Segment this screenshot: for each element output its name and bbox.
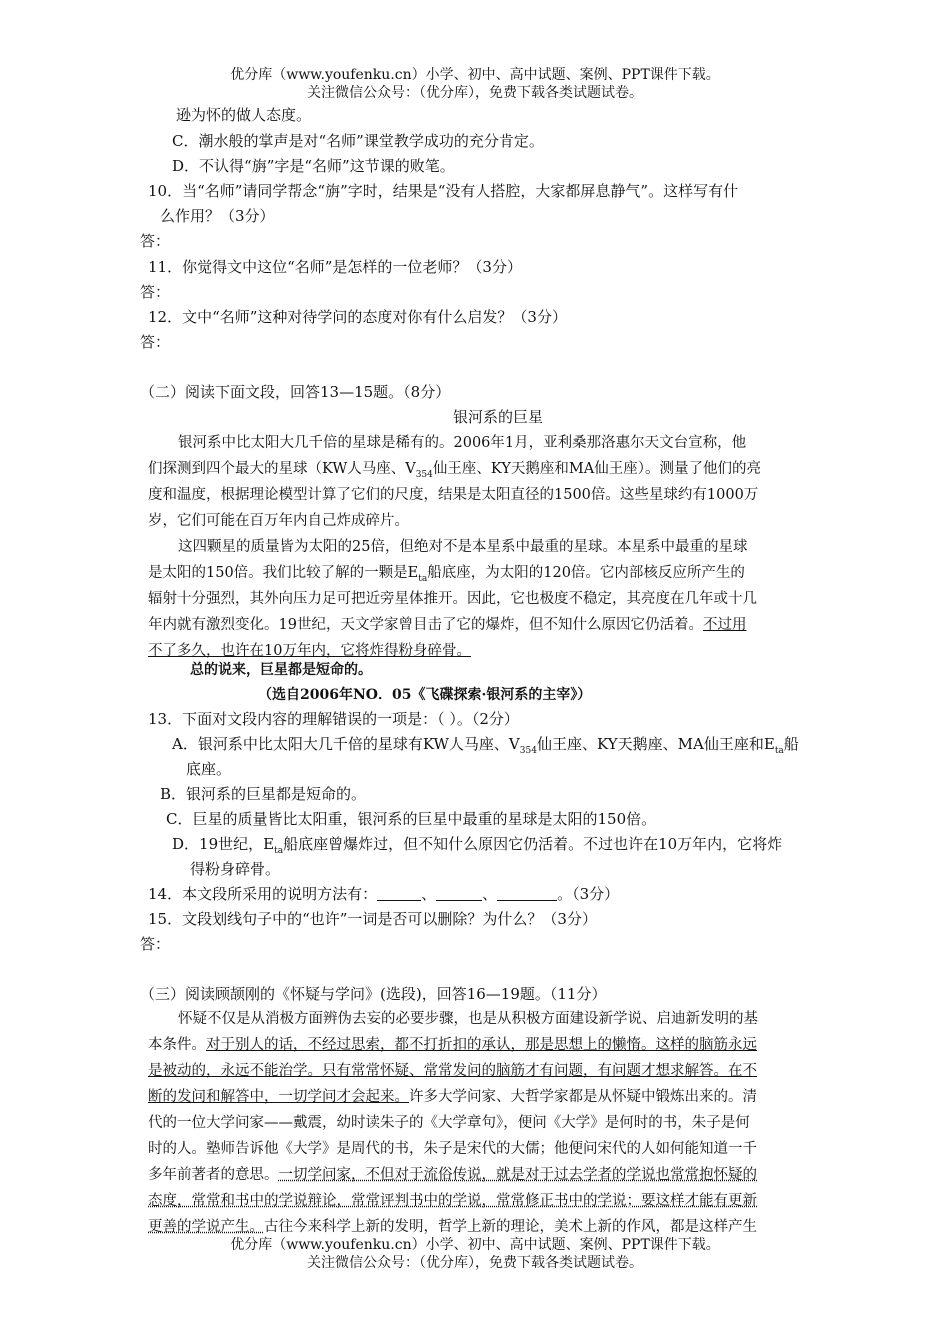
section-3-heading: （三）阅读顾颉刚的《怀疑与学问》(选段)，回答16—19题。（11分） <box>140 985 607 1003</box>
q13-option-a-line-2: 底座。 <box>186 760 232 778</box>
question-10-line-2: 么作用？（3分） <box>160 207 275 225</box>
section-3-line-1: 怀疑不仅是从消极方面辨伪去妄的必要步骤，也是从积极方面建设新学说、启迪新发明的基 <box>178 1011 758 1027</box>
section-3-line-4: 断的发问和解答中，一切学问才会起来。许多大学问家、大哲学家都是从怀疑中锻炼出来的。清 <box>148 1089 757 1105</box>
paragraph-2-line-1: 这四颗星的质量皆为太阳的25倍，但绝对不是本星系中最重的星球。本星系中最重的星球 <box>178 539 748 555</box>
section-3-line-3: 是被动的，永远不能治学。只有常常怀疑、常常发问的脑筋才有问题，有问题才想求解答。在不 <box>148 1063 757 1079</box>
question-14: 14．本文段所采用的说明方法有： 、 、 。（3分） <box>148 885 620 903</box>
answer-11-label: 答： <box>140 283 171 301</box>
q13-option-a-line-1: A．银河系中比太阳大几千倍的星球有KW人马座、$V_{354}$仙王座、KY天鹅座、MA仙王座和$E_{ta}$船 <box>172 735 799 756</box>
option-d: D．不认得“旃”字是“名师”这节课的败笔。 <box>172 157 455 175</box>
section-3-line-8: 态度，常常和书中的学说辩论，常常评判书中的学说，常常修正书中的学说；要这样才能有更新 <box>148 1193 757 1209</box>
underlined-sentence-start: 不过用 <box>702 617 747 633</box>
answer-blank-1[interactable] <box>377 884 421 901</box>
paragraph-1-line-2: 们探测到四个最大的星球（KW人马座、$V_{354}$仙王座、KY天鹅座和MA仙王座）。测量了他们的亮 <box>148 461 761 480</box>
source-citation: （选自2006年NO．05《飞碟探索·银河系的主宰》） <box>258 687 592 703</box>
answer-blank-3[interactable] <box>497 884 557 901</box>
q13-option-b: B．银河系的巨星都是短命的。 <box>160 785 367 803</box>
question-15: 15．文段划线句子中的“也许”一词是否可以删除？为什么？（3分） <box>148 910 597 928</box>
paragraph-1-line-4: 岁，它们可能在百万年内自己炸成碎片。 <box>148 513 409 529</box>
article-title: 银河系的巨星 <box>452 408 543 426</box>
answer-12-label: 答： <box>140 333 171 351</box>
answer-15-label: 答： <box>140 935 171 953</box>
paragraph-2-line-4: 年内就有激烈变化。19世纪，天文学家曾目击了它的爆炸，但不知什么原因它仍活着。不过用 <box>148 617 747 633</box>
header-line-1: 优分库（www.youfenku.cn）小学、初中、高中试题、案例、PPT课件下载。 <box>230 67 720 83</box>
question-13: 13．下面对文段内容的理解错误的一项是：（ ）。（2分） <box>148 710 519 728</box>
q13-option-c: C．巨星的质量皆比太阳重，银河系的巨星中最重的星球是太阳的150倍。 <box>166 810 657 828</box>
summary-sentence: 总的说来，巨星都是短命的。 <box>190 662 372 678</box>
paragraph-1-line-1: 银河系中比太阳大几千倍的星球是稀有的。2006年1月，亚利桑那洛惠尔天文台宣称，他 <box>178 435 747 451</box>
underlined-sentence-end: 不了多久，也许在10万年内，它将炸得粉身碎骨。 <box>148 643 471 659</box>
section-3-line-6: 时的人。塾师告诉他《大学》是周代的书，朱子是宋代的大儒；他便问宋代的人如何能知道一千 <box>148 1141 757 1157</box>
footer-line-2: 关注微信公众号：（优分库），免费下载各类试题试卷。 <box>307 1255 643 1271</box>
previous-option-continuation: 逊为怀的做人态度。 <box>176 106 312 124</box>
question-10-line-1: 10．当“名师”请同学帮念“旃”字时，结果是“没有人搭腔，大家都屏息静气”。这样写有什 <box>148 182 739 200</box>
paragraph-2-line-2: 是太阳的150倍。我们比较了解的一颗是$E_{ta}$船底座，为太阳的120倍。它内部核反应所产生的 <box>148 565 745 584</box>
option-c: C．潮水般的掌声是对“名师”课堂教学成功的充分肯定。 <box>172 132 544 150</box>
section-3-line-9: 更善的学说产生。古往今来科学上新的发明，哲学上新的理论，美术上新的作风，都是这样产生 <box>148 1219 757 1235</box>
section-3-line-2: 本条件。对于别人的话，不经过思索，都不打折扣的承认，那是思想上的懒惰。这样的脑筋永远 <box>148 1037 757 1053</box>
answer-blank-2[interactable] <box>436 884 482 901</box>
section-3-line-5: 代的一位大学问家——戴震，幼时读朱子的《大学章句》，便问《大学》是何时的书，朱子是何 <box>148 1115 750 1131</box>
section-2-heading: （二）阅读下面文段，回答13—15题。（8分） <box>140 383 451 401</box>
paragraph-2-line-3: 辐射十分强烈，其外向压力足可把近旁星体推开。因此，它也极度不稳定，其亮度在几年或十几 <box>148 591 757 607</box>
footer-line-1: 优分库（www.youfenku.cn）小学、初中、高中试题、案例、PPT课件下载。 <box>230 1237 720 1253</box>
answer-10-label: 答： <box>140 232 171 250</box>
header-line-2: 关注微信公众号：（优分库），免费下载各类试题试卷。 <box>307 85 643 101</box>
paragraph-1-line-3: 度和温度，根据理论模型计算了它们的尺度，结果是太阳直径的1500倍。这些星球约有1000万 <box>148 487 759 503</box>
question-12: 12．文中“名师”这种对待学问的态度对你有什么启发？（3分） <box>148 308 567 326</box>
question-11: 11．你觉得文中这位“名师”是怎样的一位老师？（3分） <box>148 258 522 276</box>
q13-option-d-line-1: D．19世纪，$E_{ta}$船底座曾爆炸过，但不知什么原因它仍活着。不过也许在10万年内，它将炸 <box>172 835 783 856</box>
q13-option-d-line-2: 得粉身碎骨。 <box>190 860 281 878</box>
section-3-line-7: 多年前著者的意思。一切学问家，不但对于流俗传说，就是对于过去学者的学说也常常抱怀疑的 <box>148 1167 757 1183</box>
